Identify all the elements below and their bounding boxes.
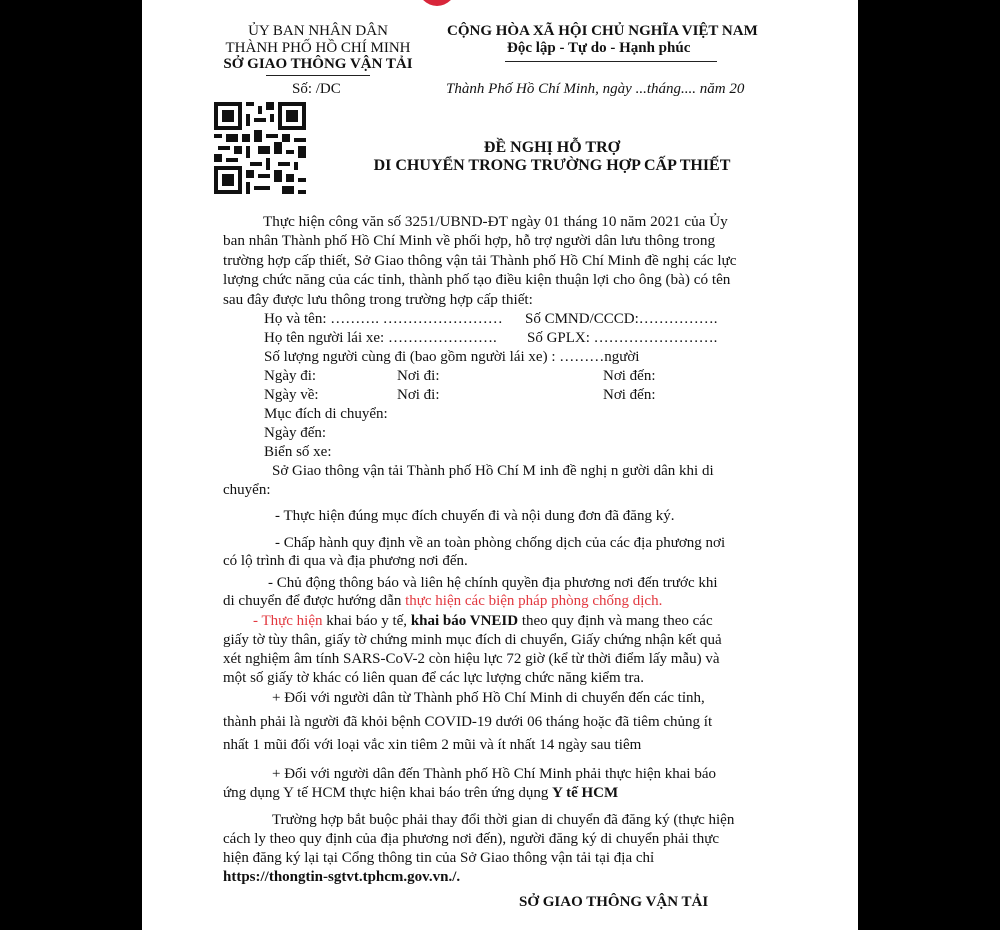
point-2-line1: + Đối với người dân đến Thành phố Hồ Chí Minh phải thực hiện khai báo (272, 766, 717, 782)
field-name: Họ và tên: ………. …………………… (264, 311, 503, 327)
item-4-highlight: - Thực hiện (253, 613, 323, 629)
field-license: Số GPLX: ……………………. (527, 330, 718, 346)
field-date-back: Ngày về: (264, 387, 319, 403)
intro-line: Thực hiện công văn số 3251/UBND-ĐT ngày 01 tháng 10 năm 2021 của Ủy (263, 213, 728, 230)
item-4-text-2: theo quy định và mang theo các (518, 613, 713, 629)
item-4-line1 (253, 612, 713, 631)
intro-line: trường hợp cấp thiết, Sở Giao thông vận tải Thành phố Hồ Chí Minh đề nghị các lực (223, 251, 737, 269)
header-right-rule (505, 61, 717, 62)
field-plate: Biển số xe: (264, 444, 332, 460)
item-2-line2: có lộ trình đi qua và địa phương nơi đến. (223, 553, 468, 569)
item-4-line3: xét nghiệm âm tính SARS-CoV-2 còn hiệu lực 72 giờ (kể từ thời điểm lấy mẫu) và (223, 651, 720, 667)
request-line2: chuyển: (223, 482, 271, 498)
header-right-line2: Độc lập - Tự do - Hạnh phúc (507, 40, 691, 56)
field-id: Số CMND/CCCD:……………. (525, 311, 718, 327)
header-left-line1: ỦY BAN NHÂN DÂN (248, 23, 388, 39)
closing-line1: Trường hợp bắt buộc phải thay đổi thời gian di chuyển đã đăng ký (thực hiện (272, 812, 735, 828)
item-3-line1: - Chủ động thông báo và liên hệ chính quyền địa phương nơi đến trước khi (268, 575, 718, 591)
closing-line2: cách ly theo quy định của địa phương nơi đến), người đăng ký di chuyển phải thực (223, 831, 719, 847)
item-3-text: di chuyển để được hướng dẫn (223, 593, 406, 609)
item-4-vneid: khai báo VNEID (410, 613, 519, 629)
intro-line: sau đây được lưu thông trong trường hợp cấp thiết: (223, 290, 533, 308)
point-2-line2 (223, 784, 618, 803)
field-to-back: Nơi đến: (603, 387, 656, 403)
header-left-rule (266, 75, 370, 76)
title-line1: ĐỀ NGHỊ HỖ TRỢ (483, 139, 621, 156)
field-purpose: Mục đích di chuyển: (264, 406, 388, 422)
field-to-go: Nơi đến: (603, 368, 656, 384)
intro-line: lượng chức năng của các tỉnh, thành phố tạo điều kiện thuận lợi cho ông (bà) có tên (223, 271, 731, 289)
document-page (142, 0, 858, 930)
item-4-text: khai báo y tế, (322, 613, 411, 629)
field-arrival: Ngày đến: (264, 425, 327, 441)
header-right-line1: CỘNG HÒA XÃ HỘI CHỦ NGHĨA VIỆT NAM (447, 23, 758, 39)
title-line2: DI CHUYỂN TRONG TRƯỜNG HỢP CẤP THIẾT (373, 157, 731, 174)
qr-code (214, 102, 306, 194)
item-3-line2 (223, 592, 662, 611)
point-1-line2: thành phải là người đã khỏi bệnh COVID-19 dưới 06 tháng hoặc đã tiêm chủng ít (223, 714, 713, 730)
item-4-line2: giấy tờ tùy thân, giấy tờ chứng minh mục đích di chuyển, Giấy chứng nhận kết quả (223, 632, 722, 648)
date-line: Thành Phố Hồ Chí Minh, ngày ...tháng.... năm 20 (446, 81, 745, 97)
header-left-line2: THÀNH PHỐ HỒ CHÍ MINH (225, 40, 411, 56)
intro-line: ban nhân Thành phố Hồ Chí Minh về phối hợp, hỗ trợ người dân lưu thông trong (223, 232, 716, 250)
point-2-text: ứng dụng Y tế HCM thực hiện khai báo trên ứng dụng (223, 785, 553, 801)
closing-line3: hiện đăng ký lại tại Cổng thông tin của Sở Giao thông vận tải tại địa chỉ (223, 850, 655, 866)
point-2-app-name: Y tế HCM (552, 785, 619, 801)
request-line1: Sở Giao thông vận tải Thành phố Hồ Chí M inh đề nghị n gười dân khi di (272, 463, 714, 479)
signature-block: SỞ GIAO THÔNG VẬN TẢI (519, 894, 709, 910)
field-from-go: Nơi đi: (397, 368, 440, 384)
item-2-line1: - Chấp hành quy định về an toàn phòng chống dịch của các địa phương nơi (275, 535, 726, 551)
red-seal-fragment (418, 0, 456, 6)
field-driver: Họ tên người lái xe: …………………. (264, 330, 497, 346)
portal-url[interactable]: https://thongtin-sgtvt.tphcm.gov.vn./. (223, 869, 461, 885)
field-companions: Số lượng người cùng đi (bao gồm người lái xe) : ………người (264, 349, 640, 365)
intro-paragraph (223, 212, 771, 309)
item-3-highlight: thực hiện các biện pháp phòng chống dịch. (405, 593, 663, 609)
field-from-back: Nơi đi: (397, 387, 440, 403)
item-4-line4: một số giấy tờ khác có liên quan để các lực lượng chức năng kiểm tra. (223, 670, 644, 686)
item-1: - Thực hiện đúng mục đích chuyến đi và nội dung đơn đã đăng ký. (275, 508, 675, 524)
point-1-line1: + Đối với người dân từ Thành phố Hồ Chí Minh di chuyển đến các tỉnh, (272, 690, 705, 706)
document-number: Số: /DC (292, 81, 341, 97)
field-date-go: Ngày đi: (264, 368, 317, 384)
header-left-line3: SỞ GIAO THÔNG VẬN TẢI (223, 56, 413, 72)
point-1-line3: nhất 1 mũi đối với loại vắc xin tiêm 2 mũi và ít nhất 14 ngày sau tiêm (223, 737, 642, 753)
